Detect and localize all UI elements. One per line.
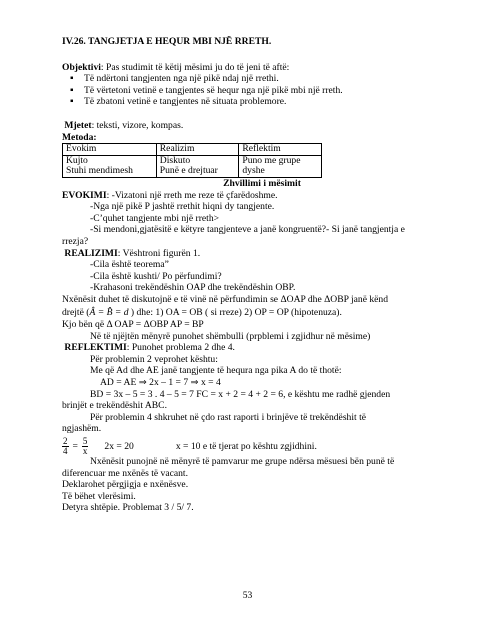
objective-text: : Pas studimit të këtij mësimi ju do të jeni të aftë:	[100, 61, 290, 73]
reflection-line: Me që Ad dhe AE janë tangjente të hequra nga pika A do të thotë:	[90, 365, 342, 377]
realization-text: : Vështroni figurën 1.	[117, 247, 201, 259]
evocation-line	[62, 190, 462, 202]
method-table	[62, 143, 322, 178]
realization-line: Nxënësit duhet të diskutojnë e të vinë në përfundimin se ΔOAP dhe ΔOBP janë kënd	[62, 293, 389, 305]
reflection-line: Për problemin 2 veprohet kështu:	[90, 353, 218, 365]
table-cell: Stuhi mendimesh	[63, 166, 157, 177]
realization-line: -Cila është teorema”	[90, 259, 169, 271]
development-heading: Zhvillimi i mësimit	[223, 177, 301, 189]
objective-label: Objektivi	[62, 61, 101, 73]
reflection-line: diferencuar me nxënës të vacant.	[62, 467, 188, 479]
fraction	[82, 437, 89, 456]
fraction	[62, 437, 69, 456]
objective-item: ▪ Të vërtetoni vetinë e tangjentes së hequr nga një pikë mbi një rreth.	[62, 85, 462, 97]
evocation-line: -C’quhet tangjente mbi një rreth>	[90, 212, 220, 224]
homework-line: Detyra shtëpie. Problemat 3 / 5/ 7.	[62, 502, 194, 514]
reflection-line: brinjët e trekëndëshit ABC.	[62, 400, 167, 412]
reflection-line: AD = AE ⇒ 2x – 1 = 7 ⇒ x = 4	[100, 377, 221, 389]
tools-text: : teksti, vizore, kompas.	[91, 119, 184, 131]
reflection-text: : Punohet problema 2 dhe 4.	[126, 342, 235, 354]
evocation-line: rrezja?	[62, 235, 89, 247]
fraction-denominator: x	[82, 446, 88, 456]
objective-item: ▪ Të zbatoni vetinë e tangjentes në situata problemore.	[62, 96, 462, 108]
equation-step: 2x = 20	[104, 440, 134, 452]
table-row	[63, 166, 322, 177]
reflection-label: REFLEKTIMI	[64, 342, 127, 354]
angle-formula: Â = B̂ = d	[89, 307, 129, 319]
table-cell: Diskuto	[156, 155, 239, 166]
fraction-numerator: 5	[82, 436, 88, 446]
evocation-line: -Nga një pikë P jashtë rrethit hiqni dy tangjente.	[90, 201, 275, 213]
objective-list	[62, 73, 462, 108]
text-span: drejtë (	[62, 307, 90, 319]
evocation-label: EVOKIMI	[62, 189, 107, 201]
proportion-equation	[62, 437, 462, 456]
realization-label: REALIZIMI	[64, 247, 118, 259]
realization-line	[62, 307, 462, 319]
evocation-text: : -Vizatoni një rreth me reze të çfarëdoshme.	[106, 189, 278, 201]
lesson-title: IV.26. TANGJETJA E HEQUR MBI NJË RRETH.	[62, 36, 272, 47]
tools-line	[62, 120, 462, 132]
table-row	[63, 144, 322, 156]
equation-result: x = 10 e të tjerat po kështu zgjidhini.	[175, 440, 317, 452]
table-cell: Reflektim	[239, 144, 322, 156]
table-cell: Puno me grupe	[239, 155, 322, 166]
table-cell: Evokim	[63, 144, 157, 156]
method-label: Metoda:	[62, 131, 97, 143]
equals-sign: =	[72, 440, 78, 452]
reflection-line: ngjashëm.	[62, 423, 102, 435]
reflection-line	[62, 342, 462, 354]
realization-line: -Cila është kushti/ Po përfundimi?	[90, 270, 222, 282]
reflection-line: Nxënësit punojnë në mënyrë të pamvarur me grupe ndërsa mësuesi bën punë të	[90, 456, 395, 467]
reflection-line: BD = 3x – 5 = 3 . 4 – 5 = 7 FC = x + 2 = 4 + 2 = 6, e kështu me radhë gjenden	[90, 388, 391, 400]
table-cell: Kujto	[63, 155, 157, 166]
table-cell: Realizim	[156, 144, 239, 156]
reflection-line: Të bëhet vlerësimi.	[62, 490, 136, 502]
fraction-denominator: 4	[63, 446, 68, 456]
table-cell: dyshe	[239, 166, 322, 177]
fraction-numerator: 2	[63, 436, 68, 446]
realization-line: Kjo bën që Δ OAP = ΔOBP AP = BP	[62, 319, 204, 331]
evocation-line: -Si mendoni,gjatësitë e këtyre tangjenteve a janë kongruentë?- Si janë tangjentja e	[90, 224, 405, 236]
reflection-line: Për problemin 4 shkruhet në çdo rast raporti i brinjëve të trekëndëshit të	[90, 411, 367, 423]
realization-line	[62, 248, 462, 260]
tools-label: Mjetet	[64, 119, 92, 131]
reflection-line: Deklarohet përgjigja e nxënësve.	[62, 479, 189, 491]
text-span: ) dhe: 1) OA = OB ( si rreze) 2) OP = OP (hipotenuza).	[128, 307, 342, 319]
objective-line	[62, 62, 462, 74]
table-cell: Punë e drejtuar	[156, 166, 239, 177]
realization-line: Në të njëjtën mënyrë punohet shëmbulli (prpblemi i zgjidhur në mësime)	[90, 330, 371, 342]
objective-item: ▪ Të ndërtoni tangjenten nga një pikë ndaj një rrethi.	[62, 73, 462, 85]
realization-line: -Krahasoni trekëndëshin OAP dhe trekëndëshin OBP.	[90, 282, 296, 294]
document-page	[62, 36, 462, 514]
page-number: 53	[242, 590, 253, 601]
